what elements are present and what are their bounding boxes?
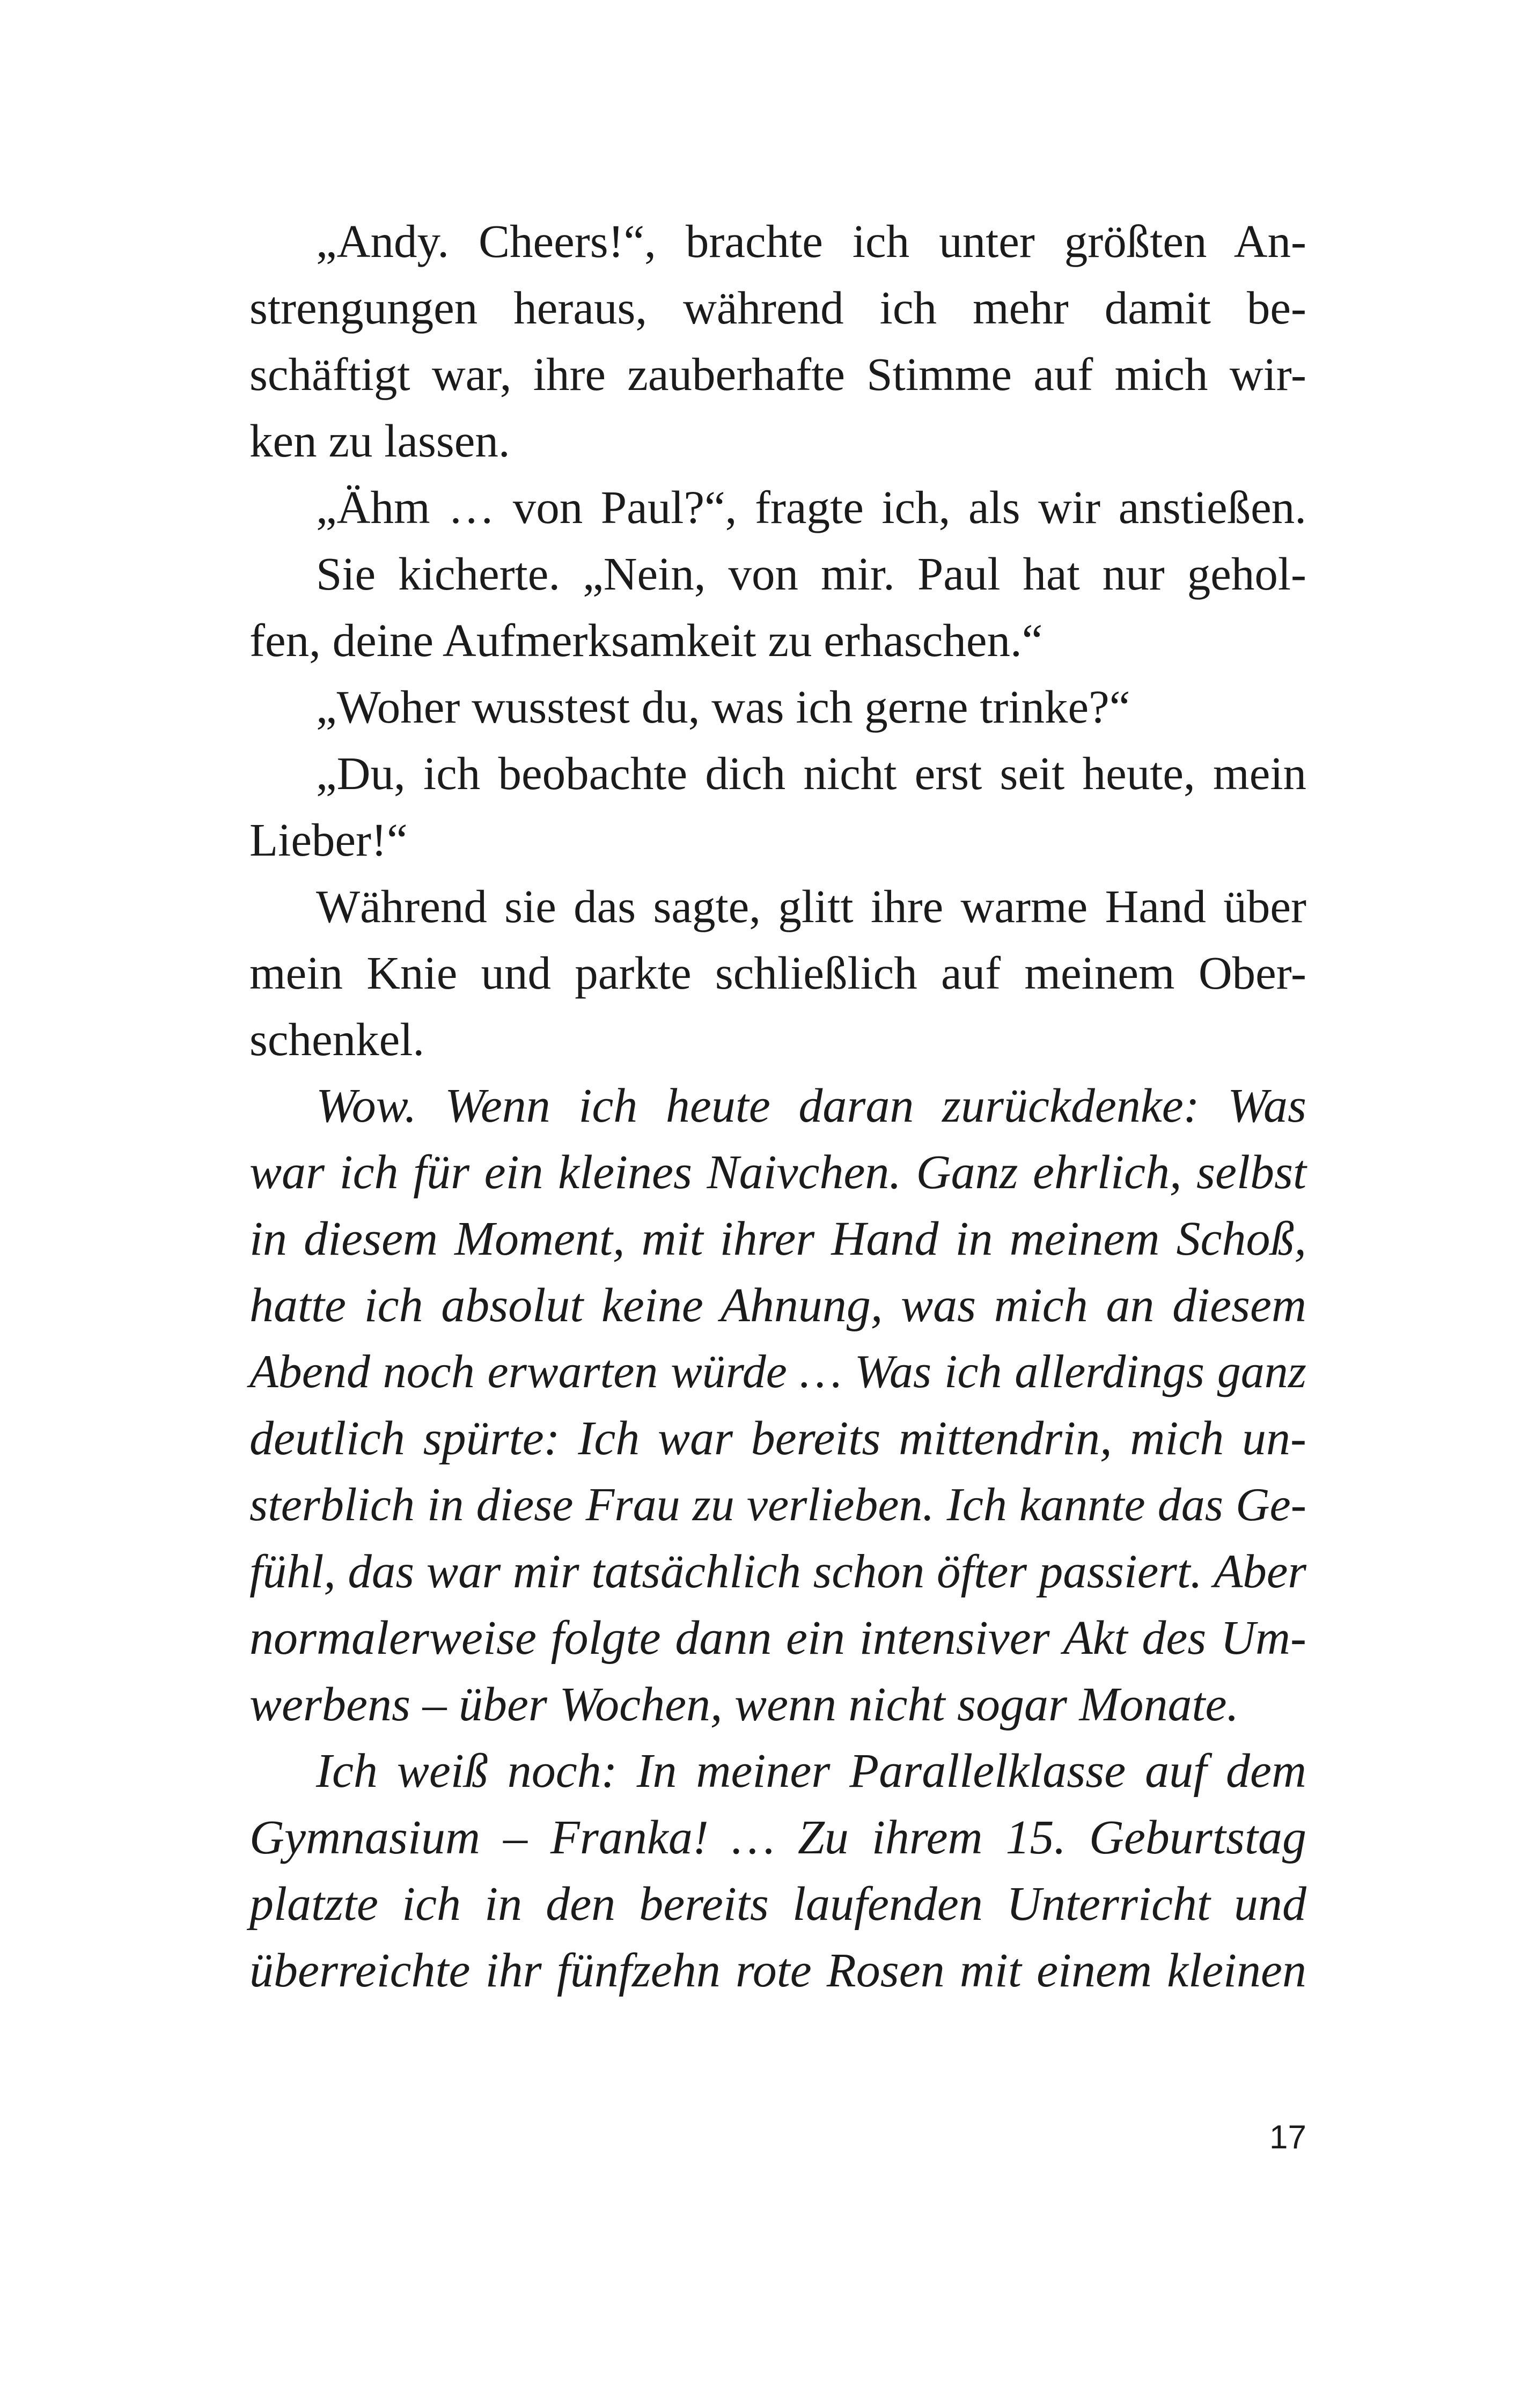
text-line: strengungen heraus, während ich mehr damit be- xyxy=(249,282,1306,334)
italic-text-line: platzte ich in den bereits laufenden Unterricht und xyxy=(249,1877,1306,1931)
italic-text-line: Wow. Wenn ich heute daran zurückdenke: Was xyxy=(316,1079,1306,1132)
italic-text-line: normalerweise folgte dann ein intensiver Akt des Um- xyxy=(249,1611,1306,1665)
text-line: schäftigt war, ihre zauberhafte Stimme auf mich wir- xyxy=(249,348,1306,400)
italic-text-line: Ich weiß noch: In meiner Parallelklasse auf dem xyxy=(316,1744,1306,1798)
text-line: „Ähm … von Paul?“, fragte ich, als wir anstießen. xyxy=(316,481,1306,533)
text-line: „Du, ich beobachte dich nicht erst seit heute, mein xyxy=(316,747,1306,799)
text-line: ken zu lassen. xyxy=(249,415,510,467)
text-line: schenkel. xyxy=(249,1013,425,1065)
page-body-text xyxy=(249,208,1306,2004)
italic-text-line: deutlich spürte: Ich war bereits mittendrin, mich un- xyxy=(249,1412,1306,1465)
italic-text-line: werbens – über Wochen, wenn nicht sogar Monate. xyxy=(249,1678,1239,1731)
text-line: mein Knie und parkte schließlich auf meinem Ober- xyxy=(249,947,1306,999)
text-line: „Woher wusstest du, was ich gerne trinke?“ xyxy=(316,681,1130,733)
italic-text-line: überreichte ihr fünfzehn rote Rosen mit einem kleinen xyxy=(249,1944,1306,1997)
text-line: fen, deine Aufmerksamkeit zu erhaschen.“ xyxy=(249,614,1043,666)
text-line: „Andy. Cheers!“, brachte ich unter größten An- xyxy=(316,215,1306,267)
italic-text-line: Abend noch erwarten würde … Was ich allerdings ganz xyxy=(249,1346,1306,1398)
italic-text-line: Gymnasium – Franka! … Zu ihrem 15. Geburtstag xyxy=(249,1811,1306,1864)
page-number: 17 xyxy=(1269,2119,1306,2156)
italic-text-line: hatte ich absolut keine Ahnung, was mich an diesem xyxy=(249,1279,1306,1332)
text-line: Lieber!“ xyxy=(249,814,408,866)
text-line: Sie kicherte. „Nein, von mir. Paul hat nur gehol- xyxy=(316,548,1306,600)
italic-text-line: war ich für ein kleines Naivchen. Ganz ehrlich, selbst xyxy=(249,1146,1306,1199)
italic-text-line: fühl, das war mir tatsächlich schon öfter passiert. Aber xyxy=(249,1545,1306,1598)
italic-text-line: sterblich in diese Frau zu verlieben. Ich kannte das Ge- xyxy=(249,1479,1306,1531)
italic-text-line: in diesem Moment, mit ihrer Hand in meinem Schoß, xyxy=(249,1212,1306,1265)
text-line: Während sie das sagte, glitt ihre warme Hand über xyxy=(316,880,1306,932)
